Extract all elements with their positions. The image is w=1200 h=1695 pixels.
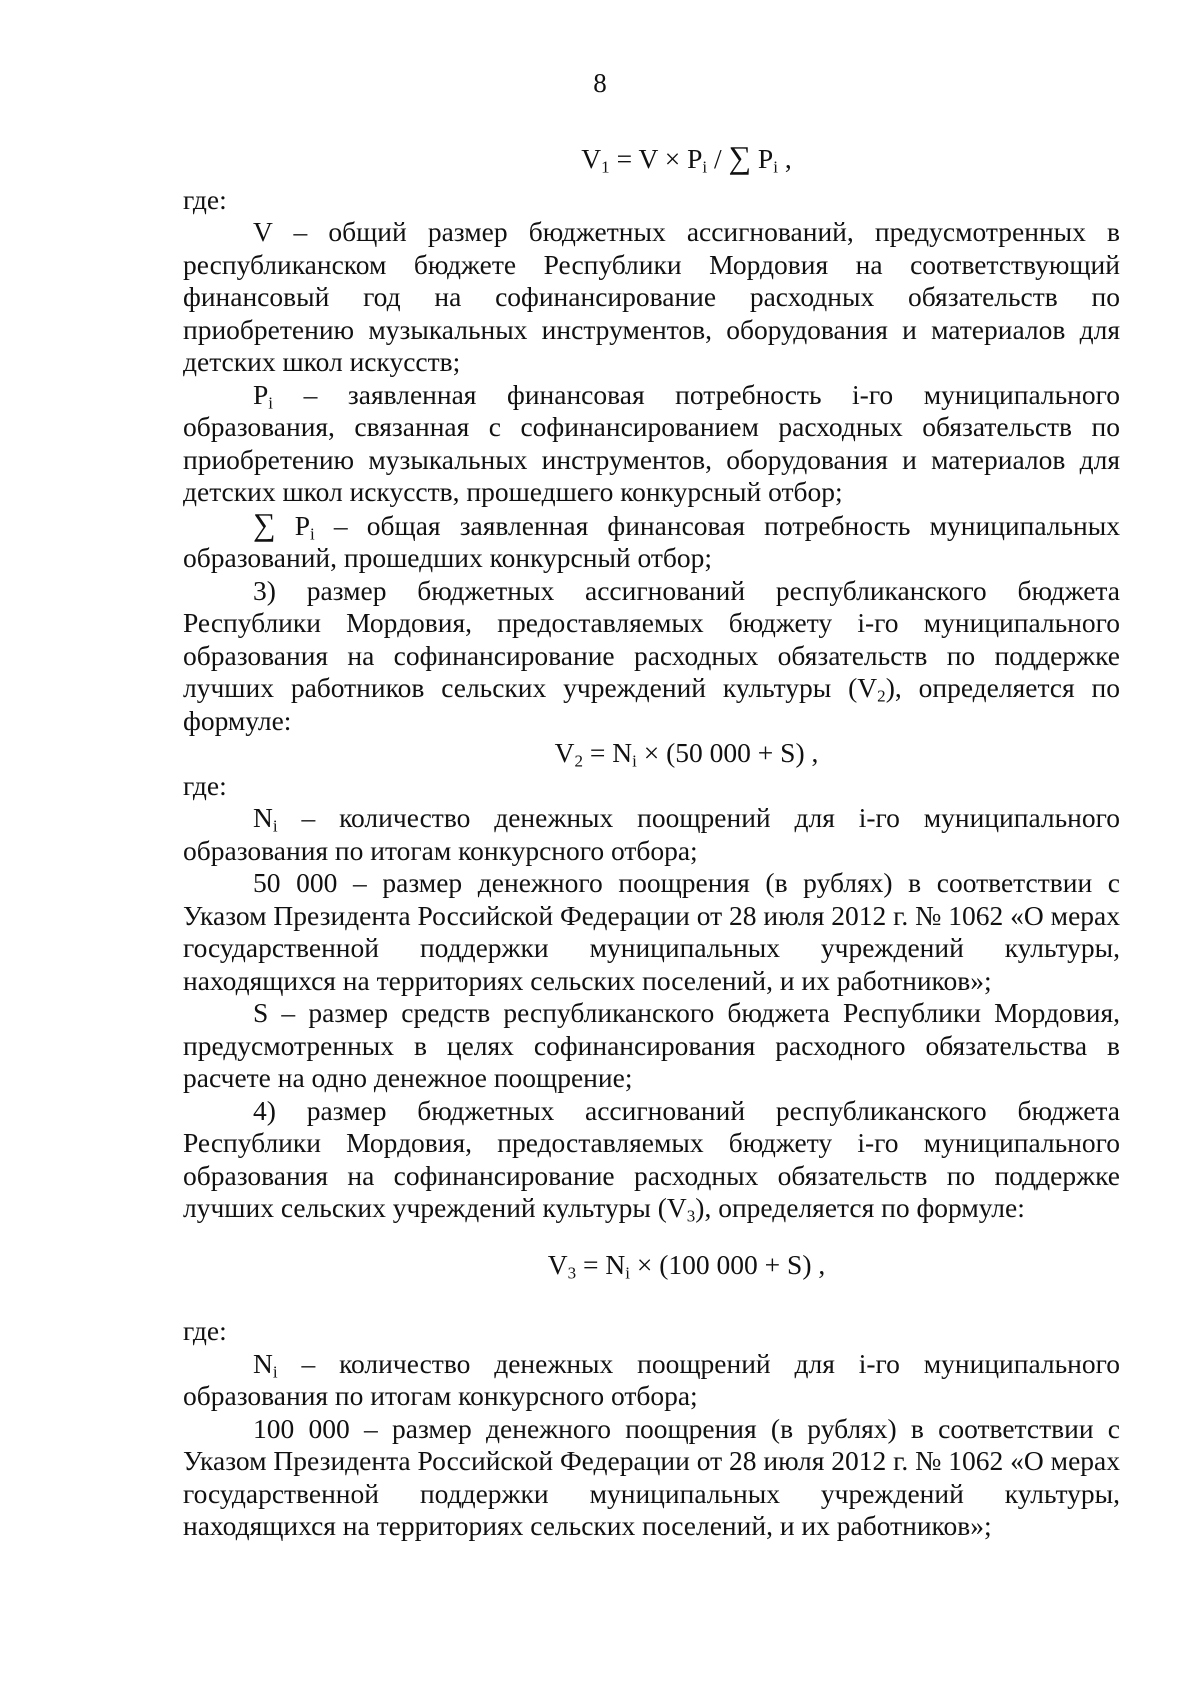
definition-pi: $P_i$ – заявленная финансовая потребность i-го муниципального образования, связанная с софинансированием расходных обязательств по приобретению музыкальных инструментов, оборудования и материалов для детских школ искусств, прошедшего конкурсный отбор; (183, 378, 1120, 507)
formula-v2: $V_2 = N_i \times (50$ 000 + S) , (554, 737, 819, 771)
definition-ni-1: $N_i$ – количество денежных поощрений для i-го муниципального образования по итогам конкурсного отбора; (183, 802, 1120, 866)
definition-100000: 100 000 – размер денежного поощрения (в рублях) в соответствии с Указом Президента Российской Федерации от 28 июля 2012 г. № 1062 «О мерах государственной поддержки муниципальных учреждений культуры, находящихся на территориях сельских поселений, и их работников»; (183, 1412, 1120, 1541)
definition-ni-2: $N_i$ – количество денежных поощрений для i-го муниципального образования по итогам конкурсного отбора; (183, 1347, 1120, 1411)
document-body (183, 142, 1120, 1543)
definition-v: V – общий размер бюджетных ассигнований, предусмотренных в республиканском бюджете Республики Мордовия на соответствующий финансовый год на софинансирование расходных обязательств по приобретению музыкальных инструментов, оборудования и материалов для детских школ искусств; (183, 216, 1120, 377)
definition-sum-pi: ∑ $P_i$ – общая заявленная финансовая потребность муниципальных образований, прошедших конкурсный отбор; (183, 506, 1121, 573)
where-label-3: где: (183, 1315, 227, 1346)
page-number: 8 (593, 68, 607, 98)
where-label-2: где: (183, 769, 227, 801)
formula-v3: $V_3 = N_i \times (100$ 000 + S) , (547, 1248, 826, 1282)
formula-v1: $V_1 = V \times P_i$ / ∑ $P_i$ , (581, 140, 792, 177)
definition-50000: 50 000 – размер денежного поощрения (в рублях) в соответствии с Указом Президента Российской Федерации от 28 июля 2012 г. № 1062 «О мерах государственной поддержки муниципальных учреждений культуры, находящихся на территориях сельских поселений, и их работников»; (183, 867, 1120, 996)
definition-s: S – размер средств республиканского бюджета Республики Мордовия, предусмотренных в целях софинансирования расходного обязательства в расчете на одно денежное поощрение; (183, 997, 1120, 1093)
item-3: 3) размер бюджетных ассигнований республиканского бюджета Республики Мордовия, предоставляемых бюджету i-го муниципального образования на софинансирование расходных обязательств по поддержке лучших работников сельских учреждений культуры $(V_2)$, определяется по формуле: (183, 574, 1120, 736)
item-4: 4) размер бюджетных ассигнований республиканского бюджета Республики Мордовия, предоставляемых бюджету i-го муниципального образования на софинансирование расходных обязательств по поддержке лучших сельских учреждений культуры $(V_3)$, определяется по формуле: (183, 1094, 1120, 1226)
where-label-1: где: (183, 183, 227, 215)
